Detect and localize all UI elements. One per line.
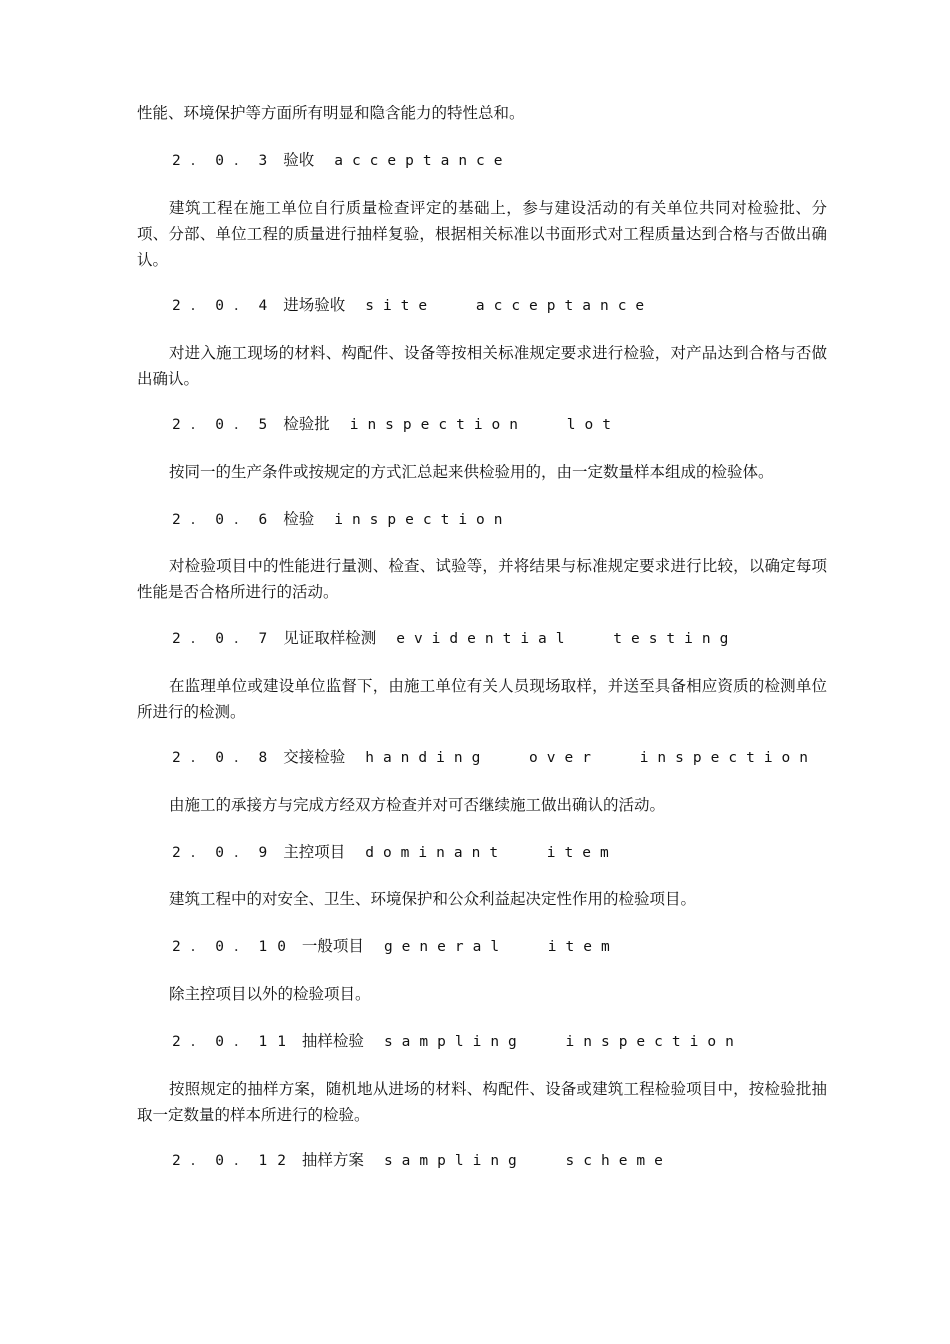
term-english: inspection	[334, 512, 512, 528]
term-chinese: 交接检验	[283, 748, 346, 766]
term-chinese: 抽样检验	[301, 1032, 364, 1050]
term-chinese: 抽样方案	[301, 1151, 364, 1169]
term-number: 2．0．8	[172, 750, 278, 766]
term-number: 2．0．12	[172, 1153, 296, 1169]
term-heading	[172, 744, 872, 771]
term-number: 2．0．9	[172, 845, 278, 861]
term-chinese: 主控项目	[283, 843, 346, 861]
term-number: 2．0．7	[172, 631, 278, 647]
term-number: 2．0．11	[172, 1034, 296, 1050]
term-number: 2．0．4	[172, 298, 278, 314]
term-number: 2．0．6	[172, 512, 278, 528]
term-chinese: 进场验收	[283, 296, 346, 314]
term-english: sampling scheme	[383, 1153, 672, 1169]
continuation-line: 性能、环境保护等方面所有明显和隐含能力的特性总和。	[137, 104, 525, 122]
term-definition: 由施工的承接方与完成方经双方检查并对可否继续施工做出确认的活动。	[169, 796, 666, 814]
term-heading	[172, 933, 872, 960]
term-heading	[172, 411, 872, 438]
term-heading	[172, 625, 872, 652]
term-heading	[172, 1028, 872, 1055]
term-definition: 按照规定的抽样方案，随机地从进场的材料、构配件、设备或建筑工程检验项目中，按检验批抽取一定数量的样本所进行的检验。	[137, 1080, 827, 1124]
term-heading	[172, 292, 872, 319]
term-chinese: 一般项目	[301, 937, 364, 955]
term-english: sampling inspection	[383, 1034, 743, 1050]
term-definition: 在监理单位或建设单位监督下，由施工单位有关人员现场取样，并送至具备相应资质的检测单位所进行的检测。	[137, 677, 827, 721]
term-chinese: 检验批	[283, 415, 330, 433]
term-chinese: 验收	[283, 151, 315, 169]
term-english: evidential testing	[396, 631, 738, 647]
term-definition: 对检验项目中的性能进行量测、检查、试验等，并将结果与标准规定要求进行比较，以确定每项性能是否合格所进行的活动。	[137, 557, 827, 601]
term-heading	[172, 147, 872, 174]
term-english: acceptance	[334, 153, 512, 169]
term-chinese: 见证取样检测	[283, 629, 377, 647]
term-definition: 建筑工程中的对安全、卫生、环境保护和公众利益起决定性作用的检验项目。	[169, 890, 697, 908]
term-english: general item	[383, 939, 619, 955]
term-number: 2．0．3	[172, 153, 278, 169]
term-heading	[172, 839, 872, 866]
term-definition: 按同一的生产条件或按规定的方式汇总起来供检验用的，由一定数量样本组成的检验体。	[169, 463, 774, 481]
term-definition: 除主控项目以外的检验项目。	[169, 985, 371, 1003]
term-definition: 对进入施工现场的材料、构配件、设备等按相关标准规定要求进行检验，对产品达到合格与否做出确认。	[137, 344, 827, 388]
term-heading	[172, 1147, 872, 1174]
term-english: inspection lot	[349, 417, 620, 433]
term-english: dominant item	[365, 845, 618, 861]
term-heading	[172, 506, 872, 533]
term-english: handing over inspection	[365, 750, 818, 766]
term-definition: 建筑工程在施工单位自行质量检查评定的基础上，参与建设活动的有关单位共同对检验批、分项、分部、单位工程的质量进行抽样复验，根据相关标准以书面形式对工程质量达到合格与否做出确认。	[137, 199, 827, 269]
term-chinese: 检验	[283, 510, 315, 528]
term-number: 2．0．10	[172, 939, 296, 955]
term-number: 2．0．5	[172, 417, 278, 433]
term-english: site acceptance	[365, 298, 654, 314]
